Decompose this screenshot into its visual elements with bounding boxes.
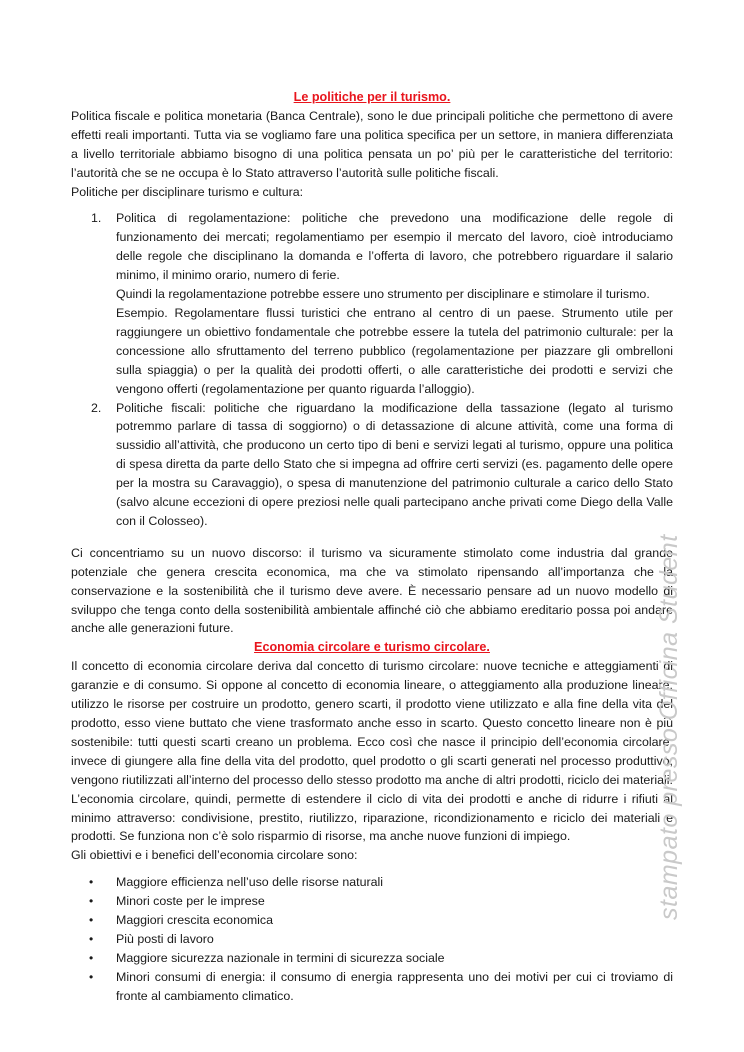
bullet-icon: • — [89, 950, 94, 965]
section-title-economia-circolare: Economia circolare e turismo circolare. — [254, 640, 490, 655]
benefits-list — [71, 873, 673, 1005]
benefit-text: Minori consumi di energia: il consumo di energia rappresenta uno dei motivi per cui ci troviamo di fronte al cambiamento climatico. — [116, 969, 673, 1003]
section-title-politiche: Le politiche per il turismo. — [293, 90, 451, 104]
bullet-icon: • — [89, 969, 94, 984]
bullet-icon: • — [89, 913, 94, 928]
bullet-icon: • — [89, 894, 94, 909]
benefit-text: Maggiori crescita economica — [116, 913, 274, 928]
list-item-paragraph: Politica di regolamentazione: politiche che prevedono una modificazione delle regole di funzionamento dei mercati; regolamentiamo per esempio il mercato del lavoro, cioè introduciamo delle regole che disciplinano la domanda e l’offerta di lavoro, che potrebbero riguardare il salario minimo, il minimo orario, numero di ferie. — [116, 211, 673, 283]
list-item-paragraph: Quindi la regolamentazione potrebbe essere uno strumento per disciplinare e stimolare il turismo. — [116, 287, 650, 302]
benefit-text: Più posti di lavoro — [116, 931, 214, 946]
list-item-paragraph: Politiche fiscali: politiche che riguardano la modificazione della tassazione (legato al turismo potremmo parlare di tassa di soggiorno) o di detassazione di alcune attività, come una forma di sussidio all’attività, che producono un certo tipo di beni e servizi legati al turismo, oppure una politica di spesa diretta da parte dello Stato che si impegna ad offrire certi servizi (es. pagamento delle opere per la mostra su Caravaggio), o spesa di manutenzione del patrimonio culturale a carico dello Stato (salvo alcune eccezioni di opere preziosi nelle quali partecipano anche privati come Diego della Valle con il Colosseo). — [116, 400, 673, 528]
bullet-icon: • — [89, 875, 94, 890]
bullet-icon: • — [89, 931, 94, 946]
watermark: stampato presso Officina Student — [655, 534, 683, 920]
list-number: 1. — [91, 211, 102, 226]
document-page — [71, 88, 673, 1006]
benefit-text: Minori coste per le imprese — [116, 894, 265, 909]
benefit-item — [89, 968, 673, 1006]
list-number: 2. — [91, 400, 102, 415]
benefit-item — [89, 892, 673, 911]
economia-circolare-paragraph: Il concetto di economia circolare deriva dal concetto di turismo circolare: nuove tecniche e atteggiamenti di garanzie e di consumo. Si oppone al concetto di economia lineare, o atteggiamento alla produzione lineare: utilizzo le risorse per costruire un prodotto, genero scarti, il prodotto viene utilizzato e alla fine della vita del prodotto, esso viene buttato che viene trasformato anche esso in scarto. Questo concetto lineare non è più sostenibile: tutti questi scarti creano un problema. Ecco così che nasce il principio dell’economia circolare: invece di giungere alla fine della vita del prodotto, quel prodotto o gli scarti generati nel processo produttivo, vengono riutilizzati all’interno del processo dello stesso prodotto ma anche di altri prodotti, riciclo dei materiali. L’economia circolare, quindi, permette di estendere il ciclo di vita dei prodotti e anche di ridurre i rifiuti al minimo attraverso: condivisione, prestito, riutilizzo, riparazione, ricondizionamento e riciclo dei materiali e prodotti. Se funziona non c’è solo risparmio di risorse, ma anche nuove funzioni di impiego. — [71, 659, 673, 844]
list-item-fiscali — [91, 399, 673, 531]
benefit-item — [89, 911, 673, 930]
closing-paragraph: Ci concentriamo su un nuovo discorso: il turismo va sicuramente stimolato come industria dal grande potenziale che genera crescita economica, ma che va stimolato ripensando all’importanza che la conservazione e la sostenibilità che il turismo deve avere. È necessario pensare ad un nuovo modello di sviluppo che tenga conto della sostenibilità ambientale affinché ciò che abbiamo ereditario possa poi andare anche alle generazioni future. — [71, 545, 673, 636]
policies-list — [71, 209, 673, 530]
benefit-text: Maggiore sicurezza nazionale in termini di sicurezza sociale — [116, 950, 445, 965]
benefit-item — [89, 873, 673, 892]
benefit-text: Maggiore efficienza nell’uso delle risorse naturali — [116, 875, 384, 890]
list-item-paragraph: Esempio. Regolamentare flussi turistici che entrano al centro di un paese. Strumento utile per raggiungere un obiettivo fondamentale che potrebbe essere la tutela del patrimonio culturale: per la concessione allo sfruttamento del terreno pubblico (regolamentazione per piazzare gli ombrelloni sulla spiaggia) o per la qualità dei prodotti offerti, o alle caratteristiche dei prodotti e servizi che vengono offerti (regolamentazione per quanto riguarda l’alloggio). — [116, 305, 673, 396]
benefits-lead: Gli obiettivi e i benefici dell’economia circolare sono: — [71, 848, 358, 863]
list-lead: Politiche per disciplinare turismo e cultura: — [71, 184, 304, 199]
intro-paragraph: Politica fiscale e politica monetaria (Banca Centrale), sono le due principali politiche che permettono di avere effetti reali importanti. Tutta via se vogliamo fare una politica specifica per un settore, in maniera differenziata a livello territoriale abbiamo bisogno di una politica pensata un po’ più per le caratteristiche del territorio: l’autorità che se ne occupa è lo Stato attraverso l’autorità sulle politiche fiscali. — [71, 108, 673, 180]
benefit-item — [89, 930, 673, 949]
list-item-regolamentazione — [91, 209, 673, 398]
benefit-item — [89, 949, 673, 968]
